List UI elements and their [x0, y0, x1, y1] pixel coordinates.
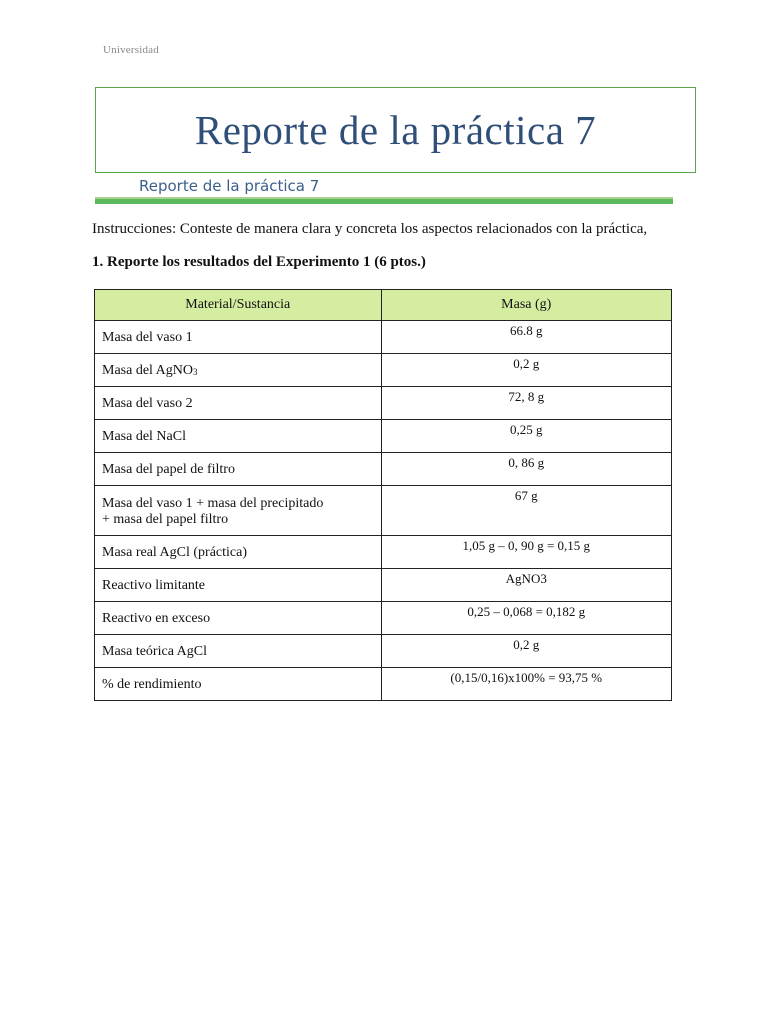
cell-material: Masa del papel de filtro — [95, 453, 382, 486]
table-row — [95, 420, 672, 453]
cell-masa: 0,2 g — [381, 354, 671, 387]
page-title: Reporte de la práctica 7 — [194, 107, 597, 153]
header-university: Universidad — [103, 44, 159, 56]
cell-masa: 66.8 g — [381, 321, 671, 354]
subtitle: Reporte de la práctica 7 — [139, 177, 320, 195]
table-row — [95, 486, 672, 536]
instructions-text: Instrucciones: Conteste de manera clara y concreta los aspectos relacionados con la práctica, — [92, 221, 648, 237]
cell-material: % de rendimiento — [95, 668, 382, 701]
subscript: 3 — [193, 367, 198, 377]
cell-masa: 0, 86 g — [381, 453, 671, 486]
cell-material: Masa real AgCl (práctica) — [95, 536, 382, 569]
header-masa: Masa (g) — [381, 290, 671, 321]
table-row — [95, 536, 672, 569]
cell-masa: 72, 8 g — [381, 387, 671, 420]
cell-material-line1: Masa del vaso 1 + masa del precipitado — [102, 495, 324, 511]
table-row — [95, 602, 672, 635]
header-material: Material/Sustancia — [95, 290, 382, 321]
cell-material: Reactivo en exceso — [95, 602, 382, 635]
cell-material: Masa del vaso 1 — [95, 321, 382, 354]
title-box — [95, 87, 696, 173]
cell-masa: 0,25 g — [381, 420, 671, 453]
table-row — [95, 668, 672, 701]
cell-masa: 0,2 g — [381, 635, 671, 668]
table-header-row — [95, 290, 672, 321]
table-row — [95, 453, 672, 486]
question-heading: 1. Reporte los resultados del Experimento 1 (6 ptos.) — [92, 254, 426, 270]
divider-dark — [95, 199, 673, 204]
table-row — [95, 321, 672, 354]
cell-material: Masa del NaCl — [95, 420, 382, 453]
table-row — [95, 387, 672, 420]
cell-masa: (0,15/0,16)x100% = 93,75 % — [381, 668, 671, 701]
cell-material — [95, 354, 382, 387]
results-table — [94, 289, 672, 701]
cell-material: Reactivo limitante — [95, 569, 382, 602]
cell-masa: AgNO3 — [381, 569, 671, 602]
cell-material: Masa teórica AgCl — [95, 635, 382, 668]
table-row — [95, 354, 672, 387]
cell-masa: 67 g — [381, 486, 671, 536]
cell-material-text: Masa del AgNO — [102, 363, 193, 378]
cell-material — [95, 486, 382, 536]
cell-masa: 0,25 – 0,068 = 0,182 g — [381, 602, 671, 635]
cell-material-line2: + masa del papel filtro — [102, 511, 229, 527]
table-row — [95, 569, 672, 602]
cell-masa: 1,05 g – 0, 90 g = 0,15 g — [381, 536, 671, 569]
table-row — [95, 635, 672, 668]
cell-material: Masa del vaso 2 — [95, 387, 382, 420]
